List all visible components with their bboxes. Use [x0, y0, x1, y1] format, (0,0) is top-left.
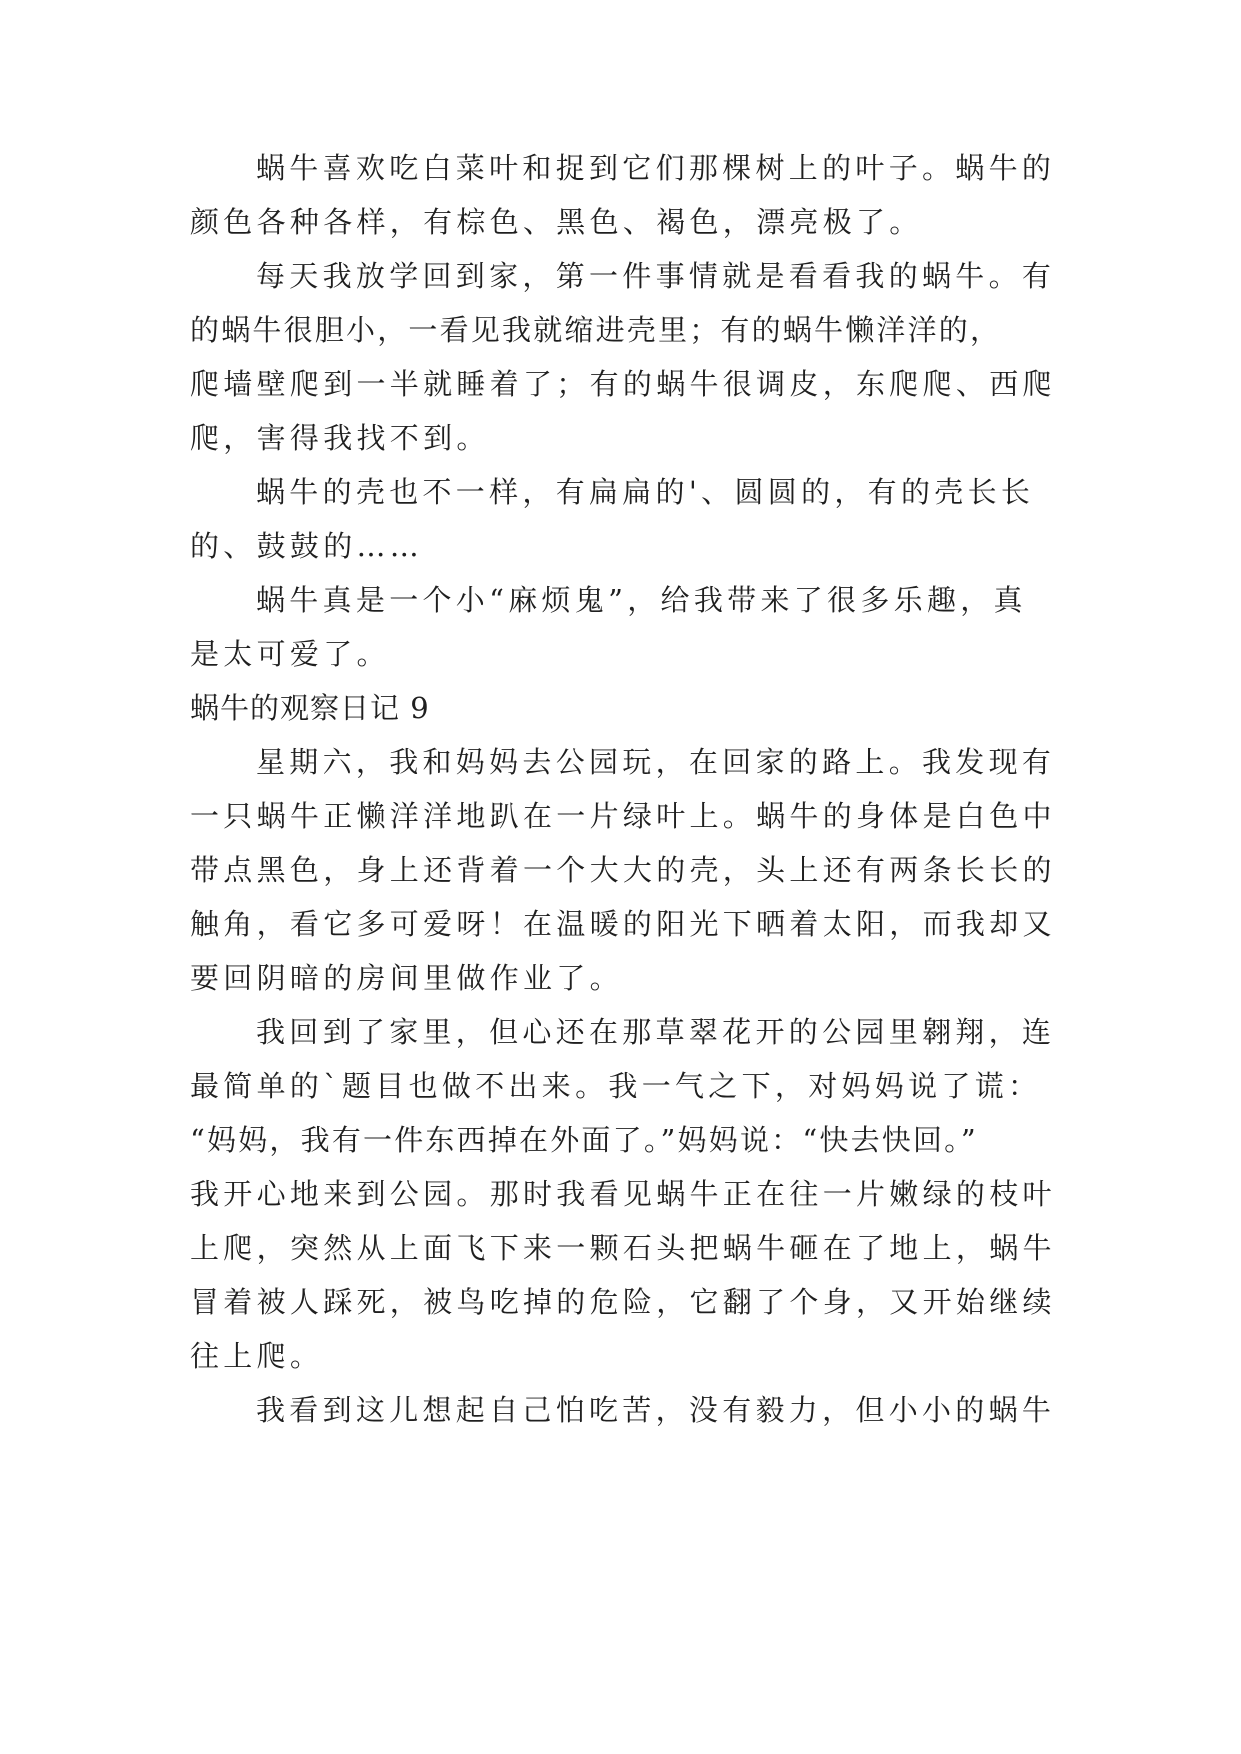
- paragraph-line: 最简单的`题目也做不出来。我一气之下，对妈妈说了谎：: [190, 1069, 1042, 1103]
- paragraph-line: 触角，看它多可爱呀！在温暖的阳光下晒着太阳，而我却又: [190, 907, 1056, 941]
- paragraph-line: 冒着被人踩死，被鸟吃掉的危险，它翻了个身，又开始继续: [190, 1285, 1056, 1319]
- paragraph-line: 的、鼓鼓的……: [190, 529, 424, 563]
- paragraph-line: 星期六，我和妈妈去公园玩，在回家的路上。我发现有: [256, 745, 1056, 779]
- paragraph-line: 我看到这儿想起自己怕吃苦，没有毅力，但小小的蜗牛: [256, 1393, 1056, 1427]
- paragraph-line: 一只蜗牛正懒洋洋地趴在一片绿叶上。蜗牛的身体是白色中: [190, 799, 1056, 833]
- paragraph-line: 蜗牛真是一个小“麻烦鬼”，给我带来了很多乐趣，真: [256, 583, 1027, 617]
- paragraph-line: 爬，害得我找不到。: [190, 421, 490, 455]
- paragraph-line: 带点黑色，身上还背着一个大大的壳，头上还有两条长长的: [190, 853, 1056, 887]
- paragraph-line: 是太可爱了。: [190, 637, 390, 671]
- paragraph-line: 颜色各种各样，有棕色、黑色、褐色，漂亮极了。: [190, 205, 923, 239]
- paragraph-line: 我开心地来到公园。那时我看见蜗牛正在往一片嫩绿的枝叶: [190, 1177, 1056, 1211]
- paragraph-line: 每天我放学回到家，第一件事情就是看看我的蜗牛。有: [256, 259, 1056, 293]
- paragraph-line: 蜗牛的壳也不一样，有扁扁的'、圆圆的，有的壳长长: [256, 475, 1035, 509]
- paragraph-line: 要回阴暗的房间里做作业了。: [190, 961, 623, 995]
- paragraph-line: 我回到了家里，但心还在那草翠花开的公园里翱翔，连: [256, 1015, 1056, 1049]
- paragraph-line: “妈妈，我有一件东西掉在外面了。”妈妈说：“快去快回。”: [190, 1123, 978, 1157]
- paragraph-line: 上爬，突然从上面飞下来一颗石头把蜗牛砸在了地上，蜗牛: [190, 1231, 1056, 1265]
- section-title: 蜗牛的观察日记 9: [190, 691, 430, 725]
- paragraph-line: 往上爬。: [190, 1339, 324, 1373]
- paragraph-line: 蜗牛喜欢吃白菜叶和捉到它们那棵树上的叶子。蜗牛的: [256, 151, 1056, 185]
- paragraph-line: 爬墙壁爬到一半就睡着了；有的蜗牛很调皮，东爬爬、西爬: [190, 367, 1056, 401]
- paragraph-line: 的蜗牛很胆小，一看见我就缩进壳里；有的蜗牛懒洋洋的，: [190, 313, 1002, 347]
